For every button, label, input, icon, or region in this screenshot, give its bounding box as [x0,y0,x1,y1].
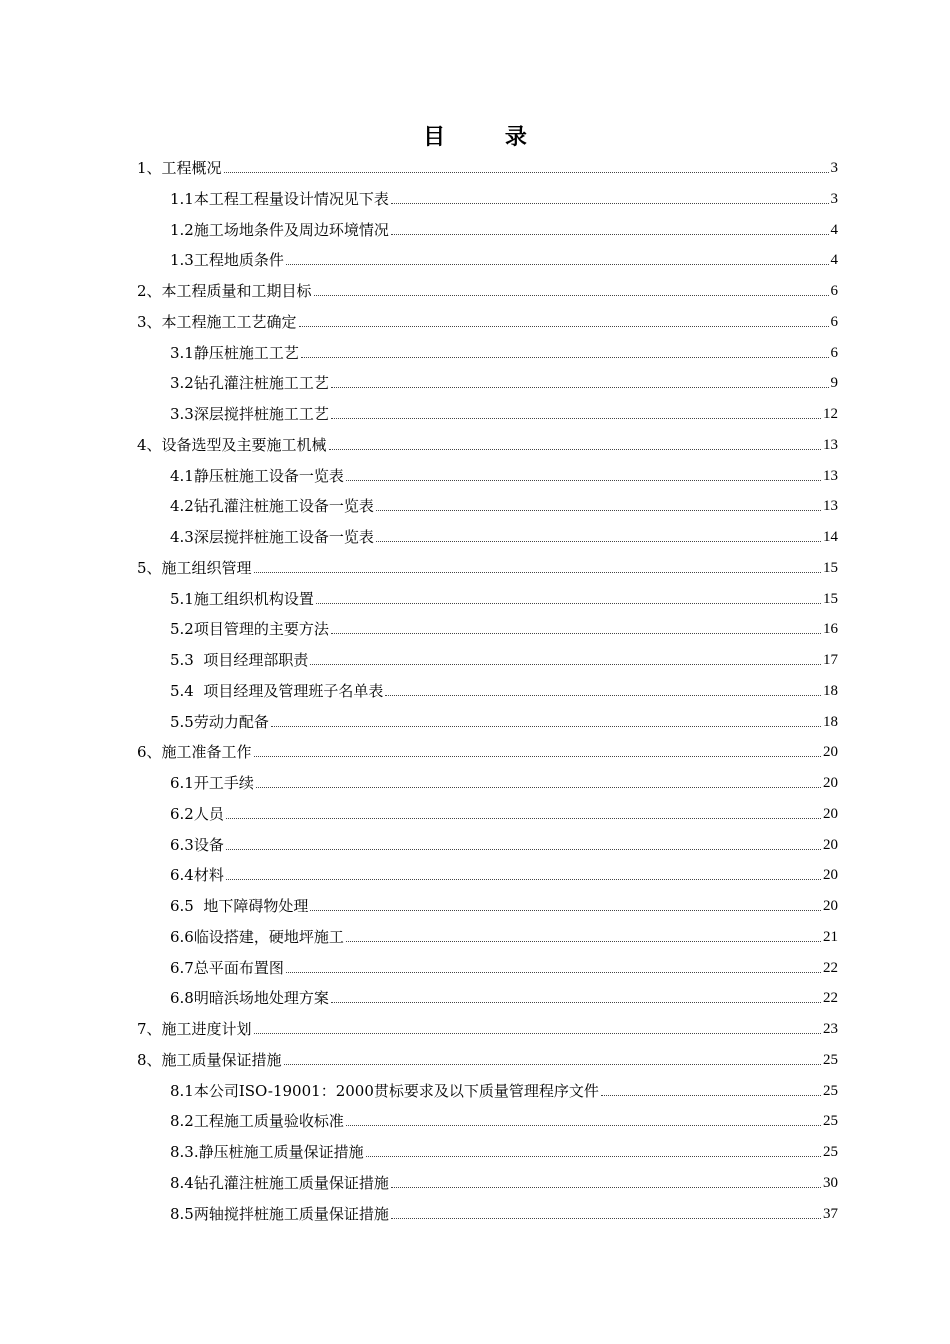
toc-entry-page-number: 20 [823,867,838,884]
toc-leader-dots [346,1125,821,1126]
toc-leader-dots [254,572,821,573]
toc-entry-label: 6.2人员 [170,804,224,823]
toc-leader-dots [301,357,829,358]
toc-entry[interactable] [170,462,838,486]
toc-entry-page-number: 3 [830,160,838,176]
toc-entry-label: 2、本工程质量和工期目标 [137,282,312,300]
page-title [0,120,950,151]
toc-entry-label: 5.3 项目经理部职责 [170,651,309,669]
toc-entry-label: 6.5 地下障碍物处理 [170,897,309,915]
toc-entry-page-number: 18 [823,682,838,699]
toc-leader-dots [601,1095,821,1096]
toc-leader-dots [226,818,821,819]
toc-entry[interactable] [170,769,838,793]
toc-entry[interactable] [170,585,838,609]
toc-leader-dots [226,879,821,880]
toc-entry[interactable] [170,339,838,363]
toc-entry[interactable] [170,861,838,885]
toc-leader-dots [310,910,821,911]
toc-entry-label: 4、设备选型及主要施工机械 [137,435,327,454]
toc-entry-label: 5、施工组织管理 [137,558,252,577]
toc-entry-label: 8.1本公司ISO-19001：2000贯标要求及以下质量管理程序文件 [170,1081,599,1100]
toc-entry-page-number: 25 [823,1082,838,1099]
toc-entry-label: 4.1静压桩施工设备一览表 [170,466,344,485]
toc-entry[interactable] [170,954,838,978]
toc-entry-label: 5.2项目管理的主要方法 [170,620,329,639]
toc-entry[interactable] [170,492,838,516]
toc-entry-page-number: 20 [823,898,838,914]
toc-entry-page-number: 22 [823,959,838,976]
toc-entry-page-number: 22 [823,990,838,1007]
toc-leader-dots [254,1033,821,1034]
toc-entry-label: 3.3深层搅拌桩施工工艺 [170,405,329,423]
toc-leader-dots [254,756,821,757]
toc-entry-label: 6、施工准备工作 [137,743,252,762]
toc-entry[interactable] [170,1200,838,1224]
toc-entry-label: 6.6临设搭建，硬地坪施工 [170,927,344,946]
toc-leader-dots [376,541,821,542]
toc-leader-dots [331,387,829,388]
toc-entry-page-number: 18 [823,713,838,730]
toc-entry[interactable] [137,738,838,762]
toc-entry[interactable] [170,677,838,701]
toc-leader-dots [314,295,829,296]
toc-entry[interactable] [170,400,838,424]
toc-entry-page-number: 6 [830,313,838,330]
toc-entry-label: 8.3.静压桩施工质量保证措施 [170,1143,364,1161]
toc-entry-label: 8.2工程施工质量验收标准 [170,1112,344,1131]
toc-leader-dots [299,326,829,327]
toc-entry-label: 3.1静压桩施工工艺 [170,343,299,362]
toc-entry-label: 6.3设备 [170,835,224,854]
toc-entry-page-number: 4 [830,221,838,238]
toc-leader-dots [391,234,829,235]
toc-leader-dots [286,264,829,265]
toc-entry-page-number: 25 [823,1113,838,1130]
toc-leader-dots [376,510,821,511]
toc-entry[interactable] [170,1107,838,1131]
toc-entry-label: 1.3工程地质条件 [170,251,284,270]
toc-entry[interactable] [137,1015,838,1039]
toc-entry[interactable] [137,308,838,332]
toc-leader-dots [391,1187,821,1188]
toc-entry-page-number: 23 [823,1021,838,1037]
toc-entry-label: 3、本工程施工工艺确定 [137,312,297,331]
toc-entry[interactable] [170,246,838,270]
toc-entry-page-number: 20 [823,775,838,791]
toc-entry-label: 5.1施工组织机构设置 [170,589,314,608]
toc-entry[interactable] [170,216,838,240]
toc-entry-label: 8、施工质量保证措施 [137,1050,282,1069]
toc-entry[interactable] [170,523,838,547]
toc-entry-label: 3.2钻孔灌注桩施工工艺 [170,374,329,393]
toc-leader-dots [224,172,829,173]
toc-entry-label: 4.3深层搅拌桩施工设备一览表 [170,528,374,546]
toc-entry-page-number: 20 [823,805,838,822]
toc-leader-dots [310,664,821,665]
toc-entry[interactable] [137,154,838,178]
toc-entry-label: 6.7总平面布置图 [170,958,284,977]
title-char-2: 录 [504,124,527,150]
toc-entry[interactable] [170,708,838,732]
title-char-1: 目 [423,124,446,150]
toc-entry[interactable] [170,646,838,670]
toc-entry-page-number: 15 [823,590,838,607]
toc-entry-label: 5.4 项目经理及管理班子名单表 [170,681,384,700]
toc-leader-dots [391,1218,821,1219]
toc-leader-dots [385,695,821,696]
toc-entry[interactable] [170,615,838,639]
toc-leader-dots [286,972,821,973]
toc-entry-label: 8.5两轴搅拌桩施工质量保证措施 [170,1204,389,1223]
toc-entry[interactable] [170,984,838,1008]
toc-entry-page-number: 21 [823,928,838,945]
toc-leader-dots [331,1002,821,1003]
toc-entry-label: 1.1本工程工程量设计情况见下表 [170,189,389,208]
toc-leader-dots [346,480,821,481]
toc-entry[interactable] [137,554,838,578]
toc-entry-label: 4.2钻孔灌注桩施工设备一览表 [170,497,374,516]
toc-entry[interactable] [170,892,838,916]
toc-entry-page-number: 25 [823,1144,838,1160]
toc-entry-page-number: 30 [823,1174,838,1191]
toc-entry-page-number: 25 [823,1051,838,1068]
toc-entry[interactable] [137,431,838,455]
toc-entry[interactable] [137,277,838,301]
toc-entry-page-number: 13 [823,498,838,515]
toc-entry[interactable] [137,1046,838,1070]
toc-entry-page-number: 6 [830,283,838,299]
toc-entry-page-number: 12 [823,406,838,422]
toc-leader-dots [316,603,821,604]
toc-entry[interactable] [170,831,838,855]
toc-leader-dots [329,449,821,450]
toc-leader-dots [366,1156,821,1157]
toc-entry-label: 6.1开工手续 [170,774,254,792]
toc-entry-page-number: 3 [830,190,838,207]
toc-entry-page-number: 9 [830,375,838,392]
toc-entry-page-number: 13 [823,467,838,484]
toc-leader-dots [391,203,829,204]
toc-leader-dots [331,633,821,634]
toc-leader-dots [331,418,821,419]
toc-entry-page-number: 4 [830,252,838,269]
toc-leader-dots [256,787,821,788]
toc-entry[interactable] [170,1077,838,1101]
toc-leader-dots [226,849,821,850]
toc-entry[interactable] [170,185,838,209]
toc-leader-dots [284,1064,821,1065]
toc-entry-page-number: 14 [823,529,838,545]
toc-leader-dots [271,726,821,727]
toc-entry[interactable] [170,800,838,824]
toc-entry-label: 1、工程概况 [137,159,222,177]
toc-entry-label: 8.4钻孔灌注桩施工质量保证措施 [170,1173,389,1192]
toc-entry-label: 5.5劳动力配备 [170,712,269,731]
toc-entry[interactable] [170,369,838,393]
toc-entry-page-number: 13 [823,436,838,453]
toc-entry-page-number: 17 [823,652,838,668]
toc-entry-label: 6.8明暗浜场地处理方案 [170,989,329,1008]
toc-entry[interactable] [170,1138,838,1162]
toc-entry-page-number: 6 [830,344,838,361]
toc-leader-dots [346,941,821,942]
toc-entry-label: 1.2施工场地条件及周边环境情况 [170,220,389,239]
toc-entry-page-number: 16 [823,621,838,638]
toc-entry-label: 6.4材料 [170,866,224,885]
toc-entry-page-number: 20 [823,836,838,853]
toc-entry[interactable] [170,923,838,947]
toc-entry-page-number: 20 [823,744,838,761]
toc-entry-page-number: 15 [823,559,838,576]
toc-entry-label: 7、施工进度计划 [137,1020,252,1038]
toc-entry[interactable] [170,1169,838,1193]
toc-entry-page-number: 37 [823,1205,838,1222]
